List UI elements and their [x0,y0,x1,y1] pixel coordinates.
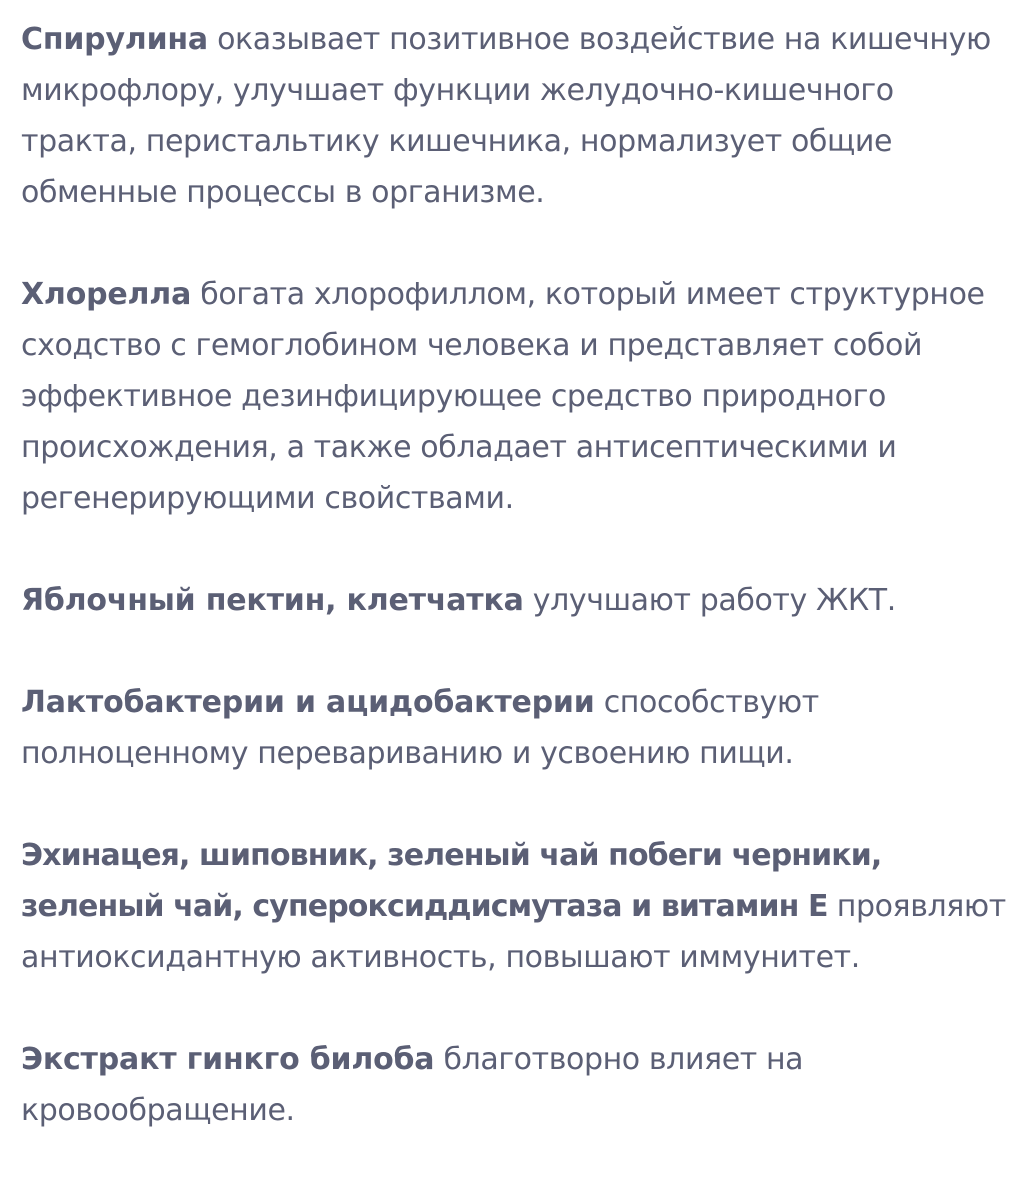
ingredient-name-ginkgo: Экстракт гинкго билоба [21,1042,435,1077]
ingredient-description-spirulina: оказывает позитивное воздействие на кишечную микрофлору, улучшает функции желудочно-кишечного тракта, перистальтику кишечника, нормализует общие обменные процессы в организме. [21,22,991,210]
paragraph-chlorella [21,269,1011,524]
ingredient-description-antioxidants: проявляют антиоксидантную активность, повышают иммунитет. [21,889,1006,975]
ingredient-description-lactobacteria: способствуют полноценному перевариванию и усвоению пищи. [21,685,819,771]
ingredient-description-ginkgo: благотворно влияет на кровообращение. [21,1042,804,1128]
paragraph-ginkgo [21,1034,1011,1136]
ingredient-name-pectin-fiber: Яблочный пектин, клетчатка [21,583,524,618]
ingredient-description-pectin-fiber: улучшают работу ЖКТ. [523,583,896,618]
ingredient-name-chlorella: Хлорелла [21,277,192,312]
ingredient-name-antioxidants: Эхинацея, шиповник, зеленый чай побеги черники, зеленый чай, супероксиддисмутаза и витамин Е [21,838,882,924]
paragraph-antioxidants [21,830,1011,983]
ingredients-description [21,14,1011,1136]
ingredient-name-spirulina: Спирулина [21,22,208,57]
paragraph-spirulina [21,14,1011,218]
ingredient-name-lactobacteria: Лактобактерии и ацидобактерии [21,685,595,720]
paragraph-lactobacteria [21,677,1011,779]
paragraph-pectin-fiber [21,575,1011,626]
ingredient-description-chlorella: богата хлорофиллом, который имеет структурное сходство с гемоглобином человека и представляет собой эффективное дезинфицирующее средство природного происхождения, а также обладает антисептическими и регенерирующими свойствами. [21,277,985,516]
